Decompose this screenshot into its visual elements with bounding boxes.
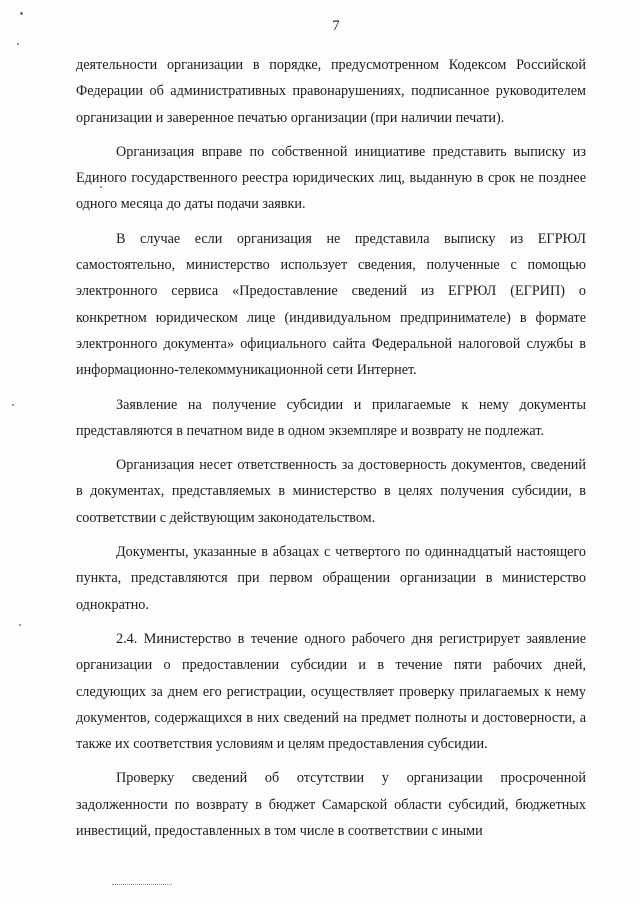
- paragraph-8: Проверку сведений об отсутствии у организации просроченной задолженности по возврату в бюджет Самарской области субсидий, бюджетных инвестиций, предоставленных в том числе в соответствии с иными: [76, 770, 586, 840]
- scan-speck: [12, 404, 14, 406]
- paragraph-1: деятельности организации в порядке, предусмотренном Кодексом Российской Федерации об административных правонарушениях, подписанное руководителем организации и заверенное печатью организации (при наличии печати).: [76, 57, 586, 126]
- paragraph-2: Организация вправе по собственной инициативе представить выписку из Единого государственного реестра юридических лиц, выданную в срок не позднее одного месяца до даты подачи заявки.: [76, 143, 586, 213]
- paragraph-5: Организация несет ответственность за достоверность документов, сведений в документах, представляемых в министерство в целях получения субсидии, в соответствии с действующим законодательством.: [76, 457, 586, 526]
- body-text: [76, 52, 586, 844]
- page-number: 7: [332, 18, 340, 34]
- scan-speck: [19, 624, 21, 626]
- scan-speck: [20, 12, 23, 15]
- scan-dotted-artifact: [112, 884, 172, 887]
- scan-speck: [17, 43, 19, 45]
- paragraph-4: Заявление на получение субсидии и прилагаемые к нему документы представляются в печатном виде в одном экземпляре и возврату не подлежат.: [76, 396, 586, 439]
- paragraph-6: Документы, указанные в абзацах с четвертого по одиннадцатый настоящего пункта, представляются при первом обращении организации в министерство однократно.: [76, 544, 586, 613]
- paragraph-7: 2.4. Министерство в течение одного рабочего дня регистрирует заявление организации о предоставлении субсидии и в течение пяти рабочих дней, следующих за днем его регистрации, осуществляет проверку прилагаемых к нему документов, содержащихся в них сведений на предмет полноты и достоверности, а также их соответствия условиям и целям предоставления субсидии.: [76, 630, 586, 753]
- scan-speck: [100, 186, 102, 188]
- paragraph-3: В случае если организация не представила выписку из ЕГРЮЛ самостоятельно, министерство использует сведения, полученные с помощью электронного сервиса «Предоставление сведений из ЕГРЮЛ (ЕГРИП) о конкретном юридическом лице (индивидуальном предпринимателе) в формате электронного документа» официального сайта Федеральной налоговой службы в информационно-телекоммуникационной сети Интернет.: [76, 230, 586, 379]
